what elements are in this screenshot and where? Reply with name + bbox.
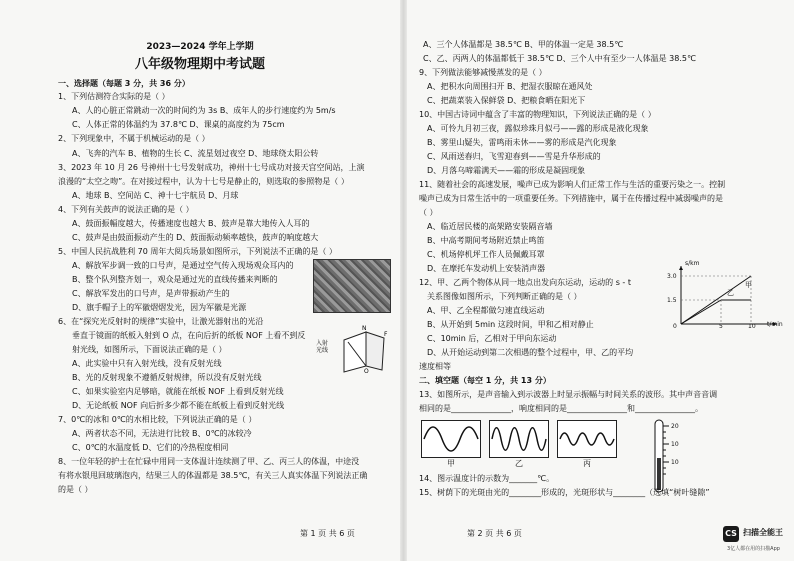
q6-line-1: 6、在“探究光反射时的规律”实验中，让激光器射出的光沿: [58, 317, 264, 326]
q2: 2、下列现象中，不属于机械运动的是（ ）: [58, 134, 210, 143]
page-1-footer: 第 1 页 共 6 页: [300, 529, 355, 538]
q8-line-1: 8、一位年轻的护士在忙碌中用同一支体温计连续测了甲、乙、丙三人的体温，中途没: [58, 457, 360, 466]
q13-line-1: 13、如图所示，是声音输入到示波器上时显示振幅与时间关系的波形。其中声音音调: [419, 390, 718, 399]
q8-line-2: 有将水银甩回玻璃泡内，结果三人的体温都是 38.5℃，有关三人真实体温下列说法正确: [58, 471, 368, 480]
graph-line-yi-1: [681, 300, 721, 324]
svg-text:N: N: [362, 325, 367, 332]
scanner-logo-icon: CS: [723, 526, 739, 542]
graph-label-jia: 甲: [745, 281, 752, 289]
graph-x-tick-10: 10: [748, 323, 756, 330]
scanner-tagline: 3亿人都在用的扫描App: [727, 546, 780, 552]
q5-option-d: D、旗手帽子上的军徽熠熠发光，因为军徽是光源: [72, 303, 247, 312]
waveform-label-yi: 乙: [515, 459, 523, 468]
exam-title: 八年级物理期中考试题: [134, 57, 265, 72]
q11-option-c: C、机场停机坪工作人员佩戴耳罩: [427, 250, 545, 259]
q9: 9、下列做法能够减慢蒸发的是（ ）: [419, 68, 547, 77]
graph-y-tick-1-5: 1.5: [667, 297, 677, 304]
page-2-footer: 第 2 页 共 6 页: [467, 529, 522, 538]
section-2-heading: 二、填空题（每空 1 分，共 13 分）: [419, 376, 551, 385]
q10: 10、中国古诗词中蕴含了丰富的物理知识，下列说法正确的是（ ）: [419, 110, 656, 119]
q2-options: A、飞奔的汽车 B、植物的生长 C、流星划过夜空 D、地球绕太阳公转: [72, 149, 319, 158]
q12-option-d-line-1: D、从开始运动到第二次相遇的整个过程中，甲、乙的平均: [427, 348, 634, 357]
q11-line-1: 11、随着社会的高速发展，噪声已成为影响人们正常工作与生活的重要污染之一。控制: [419, 180, 726, 189]
q6-option-c: C、如果实验室内足够暗，就能在纸板 NOF 上看到反射光线: [72, 387, 284, 396]
page-fold: [400, 0, 407, 561]
q6-line-2: 垂直于镜面的纸板入射到 O 点，在向后折的纸板 NOF 上看不到反: [72, 331, 306, 340]
q6-line-3: 射光线，如图所示，下面说法正确的是（ ）: [72, 345, 227, 354]
q12-option-d-line-2: 速度相等: [419, 362, 451, 371]
graph-x-tick-5: 5: [719, 323, 723, 330]
waveform-yi: [489, 420, 549, 458]
q15: 15、树荫下的光斑由光的________形成的，光斑形状与________（选填“树叶缝隙”: [419, 488, 710, 497]
q1: 1、下列估测符合实际的是（ ）: [58, 92, 170, 101]
q8-line-3: 的是（ ）: [58, 485, 93, 494]
q8-options-cd: C、乙、丙两人的体温都低于 38.5℃ D、三个人中有至少一人体温是 38.5℃: [423, 54, 696, 63]
page-2: [407, 0, 794, 561]
q11-line-2: 噪声已成为日常生活中的一项重要任务。下列措施中，属于在传播过程中减弱噪声的是: [419, 194, 723, 203]
q3-line-1: 3、2023 年 10 月 26 号神州十七号发射成功，神州十七号成功对接天宫空间站，上演: [58, 163, 365, 172]
graph-origin: 0: [673, 323, 677, 330]
waveform-bing: [557, 420, 617, 458]
q3-options: A、地球 B、空间站 C、神十七宇航员 D、月球: [72, 191, 239, 200]
q10-option-b: B、雾里山疑失，雷鸣雨未休——雾的形成是汽化现象: [427, 138, 617, 147]
q7: 7、0℃的冰和 0℃的水相比较，下列说法正确的是（ ）: [58, 415, 257, 424]
svg-text:O: O: [364, 368, 369, 374]
thermo-tick-10: 10: [671, 441, 679, 448]
q10-option-a: A、可怜九月初三夜，露似珍珠月似弓——露的形成是液化现象: [427, 124, 649, 133]
q13-line-2: 相同的是_______________，响度相同的是_______________和_______________。: [419, 404, 703, 413]
q10-option-d: D、月落乌啼霜满天——霜的形成是凝固现象: [427, 166, 586, 175]
waveform-jia: [421, 420, 481, 458]
scanner-name: 扫描全能王: [743, 528, 783, 537]
graph-label-yi: 乙: [727, 289, 734, 297]
q4-options-ab: A、鼓面振幅度越大，传播速度也越大 B、鼓声是靠大地传入人耳的: [72, 219, 310, 228]
waveform-label-bing: 丙: [583, 459, 591, 468]
q9-options-ab: A、把积水向周围扫开 B、把湿衣服晾在通风处: [427, 82, 593, 91]
q11-line-3: （ ）: [419, 208, 438, 217]
q11-option-b: B、中高考期间考场附近禁止鸣笛: [427, 236, 545, 245]
q11-option-a: A、临近居民楼的高架路安装隔音墙: [427, 222, 553, 231]
q1-options-ab: A、人的心脏正常跳动一次的时间约为 3s B、成年人的步行速度约为 5m/s: [72, 106, 336, 115]
q7-options-cd: C、0℃的水温度低 D、它们的冷热程度相同: [72, 443, 229, 452]
q7-options-ab: A、两者状态不同，无法进行比较 B、0℃的冰较冷: [72, 429, 252, 438]
q3-line-2: 浪漫的“太空之吻”。在对接过程中，认为十七号是静止的，则选取的参照物是（ ）: [58, 177, 349, 186]
q12-option-b: B、从开始到 5min 这段时间，甲和乙相对静止: [427, 320, 594, 329]
graph-x-label: t/min: [767, 321, 783, 328]
parade-photo: [313, 259, 391, 313]
q8-options-ab: A、三个人体温都是 38.5℃ B、甲的体温一定是 38.5℃: [423, 40, 624, 49]
q4: 4、下列有关鼓声的说法正确的是（ ）: [58, 205, 194, 214]
svg-text:F: F: [384, 331, 388, 338]
thermo-tick-20: 20: [671, 423, 679, 430]
q5-option-a: A、解放军步调一致的口号声，是通过空气传入现场观众耳内的: [72, 261, 294, 270]
q5-option-c: C、解放军发出的口号声，是声带振动产生的: [72, 289, 230, 298]
q11-option-d: D、在摩托车发动机上安装消声器: [427, 264, 546, 273]
q9-options-cd: C、把蔬菜装入保鲜袋 D、把粮食晒在阳光下: [427, 96, 586, 105]
q12-option-a: A、甲、乙全程都做匀速直线运动: [427, 306, 545, 315]
graph-y-label: s/km: [685, 260, 700, 267]
thermo-tick-low: 10: [671, 459, 679, 466]
q6-option-d: D、无论纸板 NOF 向后折多少都不能在纸板上看到反射光线: [72, 401, 285, 410]
q10-option-c: C、风雨送春归，飞雪迎春到——雪是升华形成的: [427, 152, 601, 161]
q5: 5、中国人民抗战胜利 70 周年大阅兵场景如图所示，下列说法不正确的是（ ）: [58, 247, 337, 256]
q14: 14、图示温度计的示数为_______℃。: [419, 474, 555, 483]
q1-options-cd: C、人体正常的体温约为 37.8℃ D、课桌的高度约为 75cm: [72, 120, 285, 129]
graph-y-tick-3: 3.0: [667, 273, 677, 280]
q6-option-a: A、此实验中只有入射光线，没有反射光线: [72, 359, 222, 368]
q12-line-1: 12、甲、乙两个物体从同一地点出发向东运动，运动的 s - t: [419, 278, 631, 287]
q4-options-cd: C、鼓声是由鼓面振动产生的 D、鼓面振动频率越快，鼓声的响度越大: [72, 233, 319, 242]
q12-line-2: 关系图像如图所示，下列判断正确的是（ ）: [427, 292, 582, 301]
st-graph: [665, 262, 783, 334]
q12-option-c: C、10min 后，乙相对于甲向东运动: [427, 334, 557, 343]
school-year: 2023—2024 学年上学期: [146, 42, 254, 52]
incident-ray-label: 入射光线: [316, 340, 329, 354]
q6-option-b: B、光的反射现象不遵循反射规律，所以没有反射光线: [72, 373, 262, 382]
waveform-label-jia: 甲: [447, 459, 455, 468]
q5-option-b: B、整个队列整齐划一，观众是通过光的直线传播来判断的: [72, 275, 278, 284]
reflection-diagram: [322, 322, 394, 374]
section-1-heading: 一、选择题（每题 3 分，共 36 分）: [58, 79, 190, 88]
